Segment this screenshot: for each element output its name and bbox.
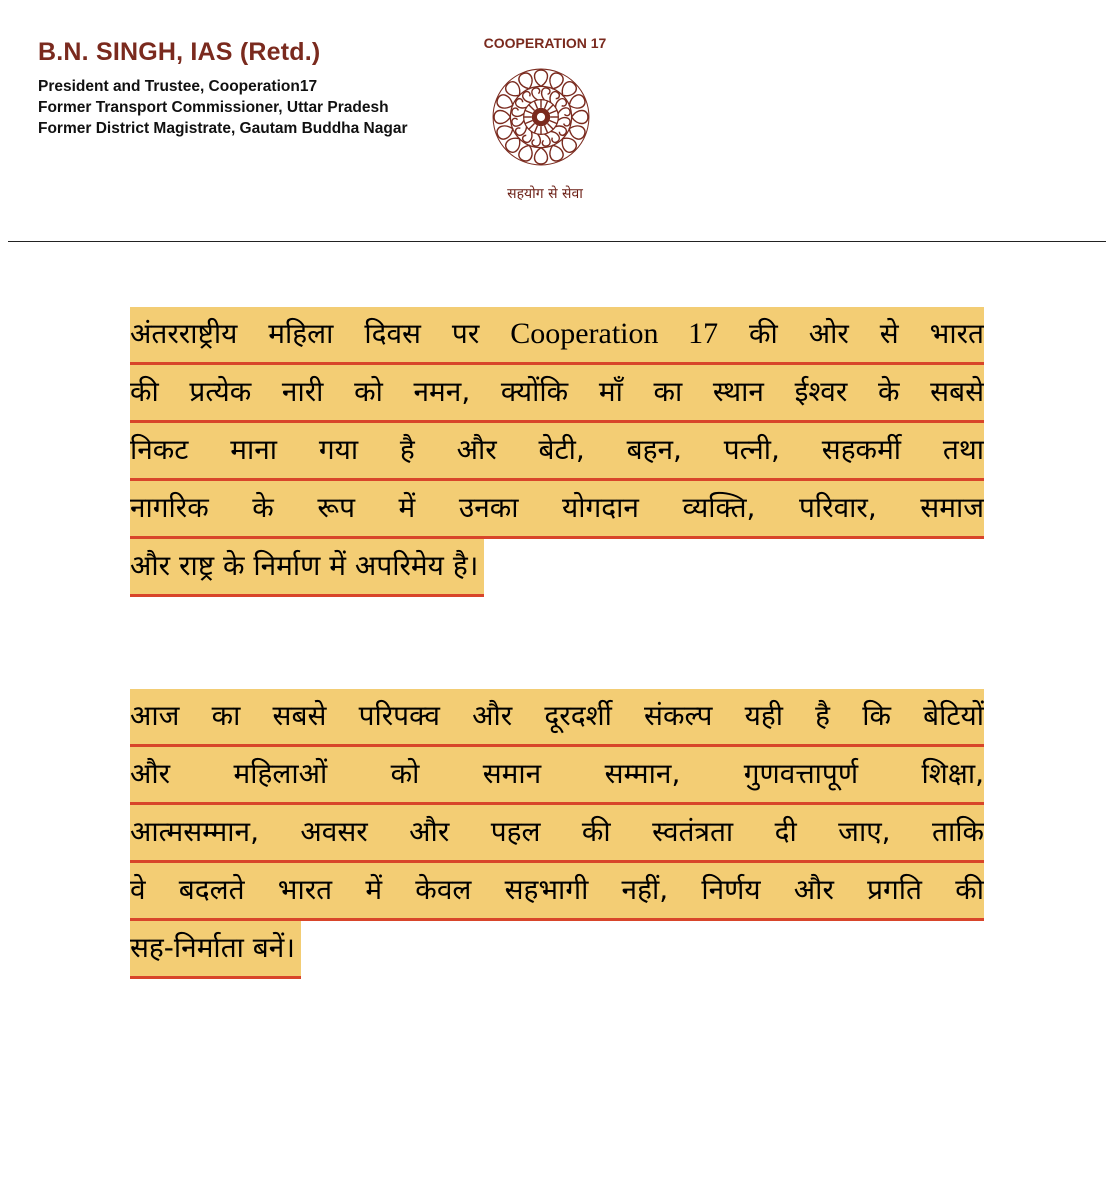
letterhead — [0, 0, 1120, 250]
logo-spoke — [534, 125, 537, 133]
text-line: आत्मसम्मान, अवसर और पहल की स्वतंत्रता दी जाए, ताकि — [130, 805, 984, 863]
logo-curl — [557, 116, 571, 126]
author-name: B.N. SINGH, IAS (Retd.) — [38, 38, 321, 66]
text-line: और राष्ट्र के निर्माण में अपरिमेय है। — [130, 539, 484, 597]
text-line — [130, 307, 984, 365]
logo-curl — [531, 133, 541, 147]
paragraph-2 — [130, 689, 984, 986]
logo-petal — [534, 70, 547, 86]
logo-curl — [511, 117, 525, 127]
logo-curl — [557, 107, 571, 117]
logo-spoke — [545, 125, 548, 133]
credential-line: President and Trustee, Cooperation17 — [38, 78, 318, 95]
text-line: और महिलाओं को समान सम्मान, गुणवत्तापूर्ण शिक्षा, — [130, 747, 984, 805]
text-line: वे बदलते भारत में केवल सहभागी नहीं, निर्णय और प्रगति की — [130, 863, 984, 921]
logo-petal — [558, 134, 579, 155]
paragraph-1 — [130, 307, 984, 604]
text-line: निकट माना गया है और बेटी, बहन, पत्नी, सहकर्मी तथा — [130, 423, 984, 481]
logo-curl — [531, 87, 541, 101]
credential-line: Former District Magistrate, Gautam Buddha Nagar — [38, 120, 408, 137]
org-name: COOPERATION 17 — [483, 35, 607, 51]
text-line: सह-निर्माता बनें। — [130, 921, 301, 979]
logo-spoke — [525, 110, 533, 113]
logo-spoke — [525, 121, 533, 124]
org-name-inline: Cooperation 17 — [510, 317, 719, 350]
logo-curl — [540, 87, 550, 101]
logo-spoke — [534, 101, 537, 109]
text-line: आज का सबसे परिपक्व और दूरदर्शी संकल्प यही है कि बेटियों — [130, 689, 984, 747]
logo-spoke — [547, 123, 553, 129]
logo-petal — [503, 79, 524, 100]
logo-spoke — [547, 105, 553, 111]
text-fragment: अंतरराष्ट्रीय महिला दिवस पर — [130, 317, 511, 350]
text-line: नागरिक के रूप में उनका योगदान व्यक्ति, परिवार, समाज — [130, 481, 984, 539]
logo-petal — [494, 110, 510, 123]
logo-petal — [534, 148, 547, 164]
tagline: सहयोग से सेवा — [507, 186, 583, 202]
mandala-wheel-icon — [490, 66, 592, 168]
author-credentials — [38, 76, 408, 139]
logo-curl — [541, 133, 551, 147]
text-line: की प्रत्येक नारी को नमन, क्योंकि माँ का स्थान ईश्वर के सबसे — [130, 365, 984, 423]
header-divider — [8, 241, 1106, 242]
logo-spoke — [529, 123, 535, 129]
logo-petal — [558, 79, 579, 100]
logo-petal — [503, 134, 524, 155]
logo-spoke — [529, 105, 535, 111]
logo-spoke — [549, 110, 557, 113]
logo-spoke — [545, 101, 548, 109]
credential-line: Former Transport Commissioner, Uttar Pradesh — [38, 99, 389, 116]
text-fragment: की ओर से भारत — [718, 317, 984, 350]
logo-curl — [511, 107, 525, 117]
logo-petal — [572, 110, 588, 123]
logo-spoke — [549, 121, 557, 124]
